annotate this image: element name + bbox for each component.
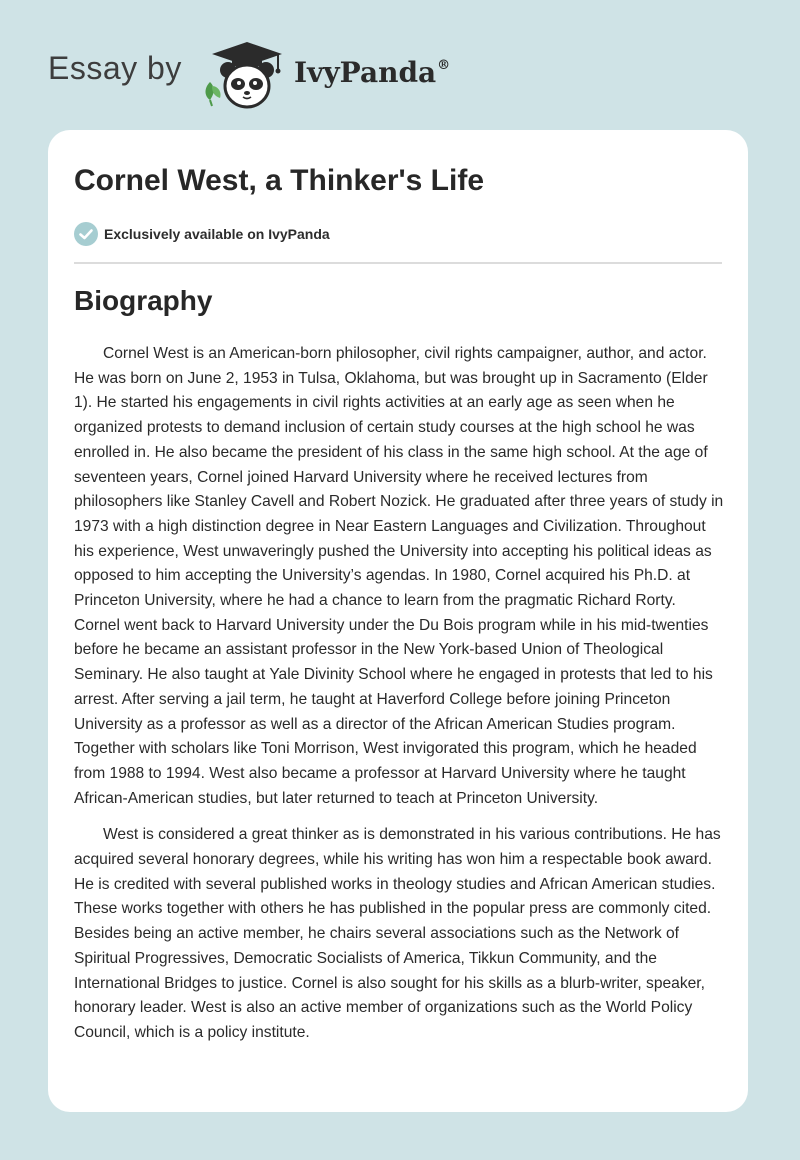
section-heading: Biography xyxy=(74,285,213,316)
article-body xyxy=(74,342,726,1058)
exclusive-badge xyxy=(74,222,330,246)
essay-card xyxy=(48,130,748,1112)
page-title: Cornel West, a Thinker's Life xyxy=(74,164,485,197)
paragraph: Cornel West is an American-born philosopher, civil rights campaigner, author, and actor. He was born on June 2, 1953 in Tulsa, Oklahoma, but was brought up in Sacramento (Elder 1). He started his engagements in civil rights activities at an early age as seen when he organized protests to demand inclusion of certain study courses at the high school he was enrolled in. He also became the president of his class in the same high school. At the age of seventeen years, Cornel joined Harvard University where he received lectures from philosophers like Stanley Cavell and Robert Nozick. He graduated after three years of study in 1973 with a high distinction degree in Near Eastern Languages and Civilization. Throughout his experience, West unwaveringly pushed the University into accepting his political ideas as opposed to him accepting the University’s agendas. In 1980, Cornel acquired his Ph.D. at Princeton University, where he had a chance to learn from the pragmatic Richard Rorty. Cornel went back to Harvard University under the Du Bois program while in his mid-twenties before he became an assistant professor in the New York-based Union of Theological Seminary. He also taught at Yale Divinity School where he engaged in protests that led to his arrest. After serving a jail term, he taught at Haverford College before joining Princeton University as a professor as well as a director of the African American Studies program. Together with scholars like Toni Morrison, West invigorated this program, which he headed from 1988 to 1994. West also became a professor at Harvard University where he taught African-American studies, but later returned to teach at Princeton University. xyxy=(74,345,724,807)
essay-by-label: Essay by xyxy=(48,50,182,86)
badge-label: Exclusively available on IvyPanda xyxy=(104,226,330,242)
registered-mark: ® xyxy=(437,58,451,73)
paragraph: West is considered a great thinker as is demonstrated in his various contributions. He has acquired several honorary degrees, while his writing has won him a respectable book award. He is credited with several published works in theology studies and African American studies. These works together with others he has published in the popular press are commonly cited. Besides being an active member, he chairs several associations such as the Network of Spiritual Progressives, Democratic Socialists of America, Tikkun Community, and the International Bridges to justice. Cornel is also sought for his skills as a blurb-writer, speaker, honorary leader. West is also an active member of organizations such as the World Policy Council, which is a policy institute. xyxy=(74,826,721,1041)
check-circle-icon xyxy=(74,222,98,246)
divider xyxy=(74,262,722,264)
brand-name[interactable]: IvyPanda® xyxy=(294,56,451,89)
panda-graduate-icon[interactable] xyxy=(200,36,294,112)
site-header xyxy=(0,0,800,130)
